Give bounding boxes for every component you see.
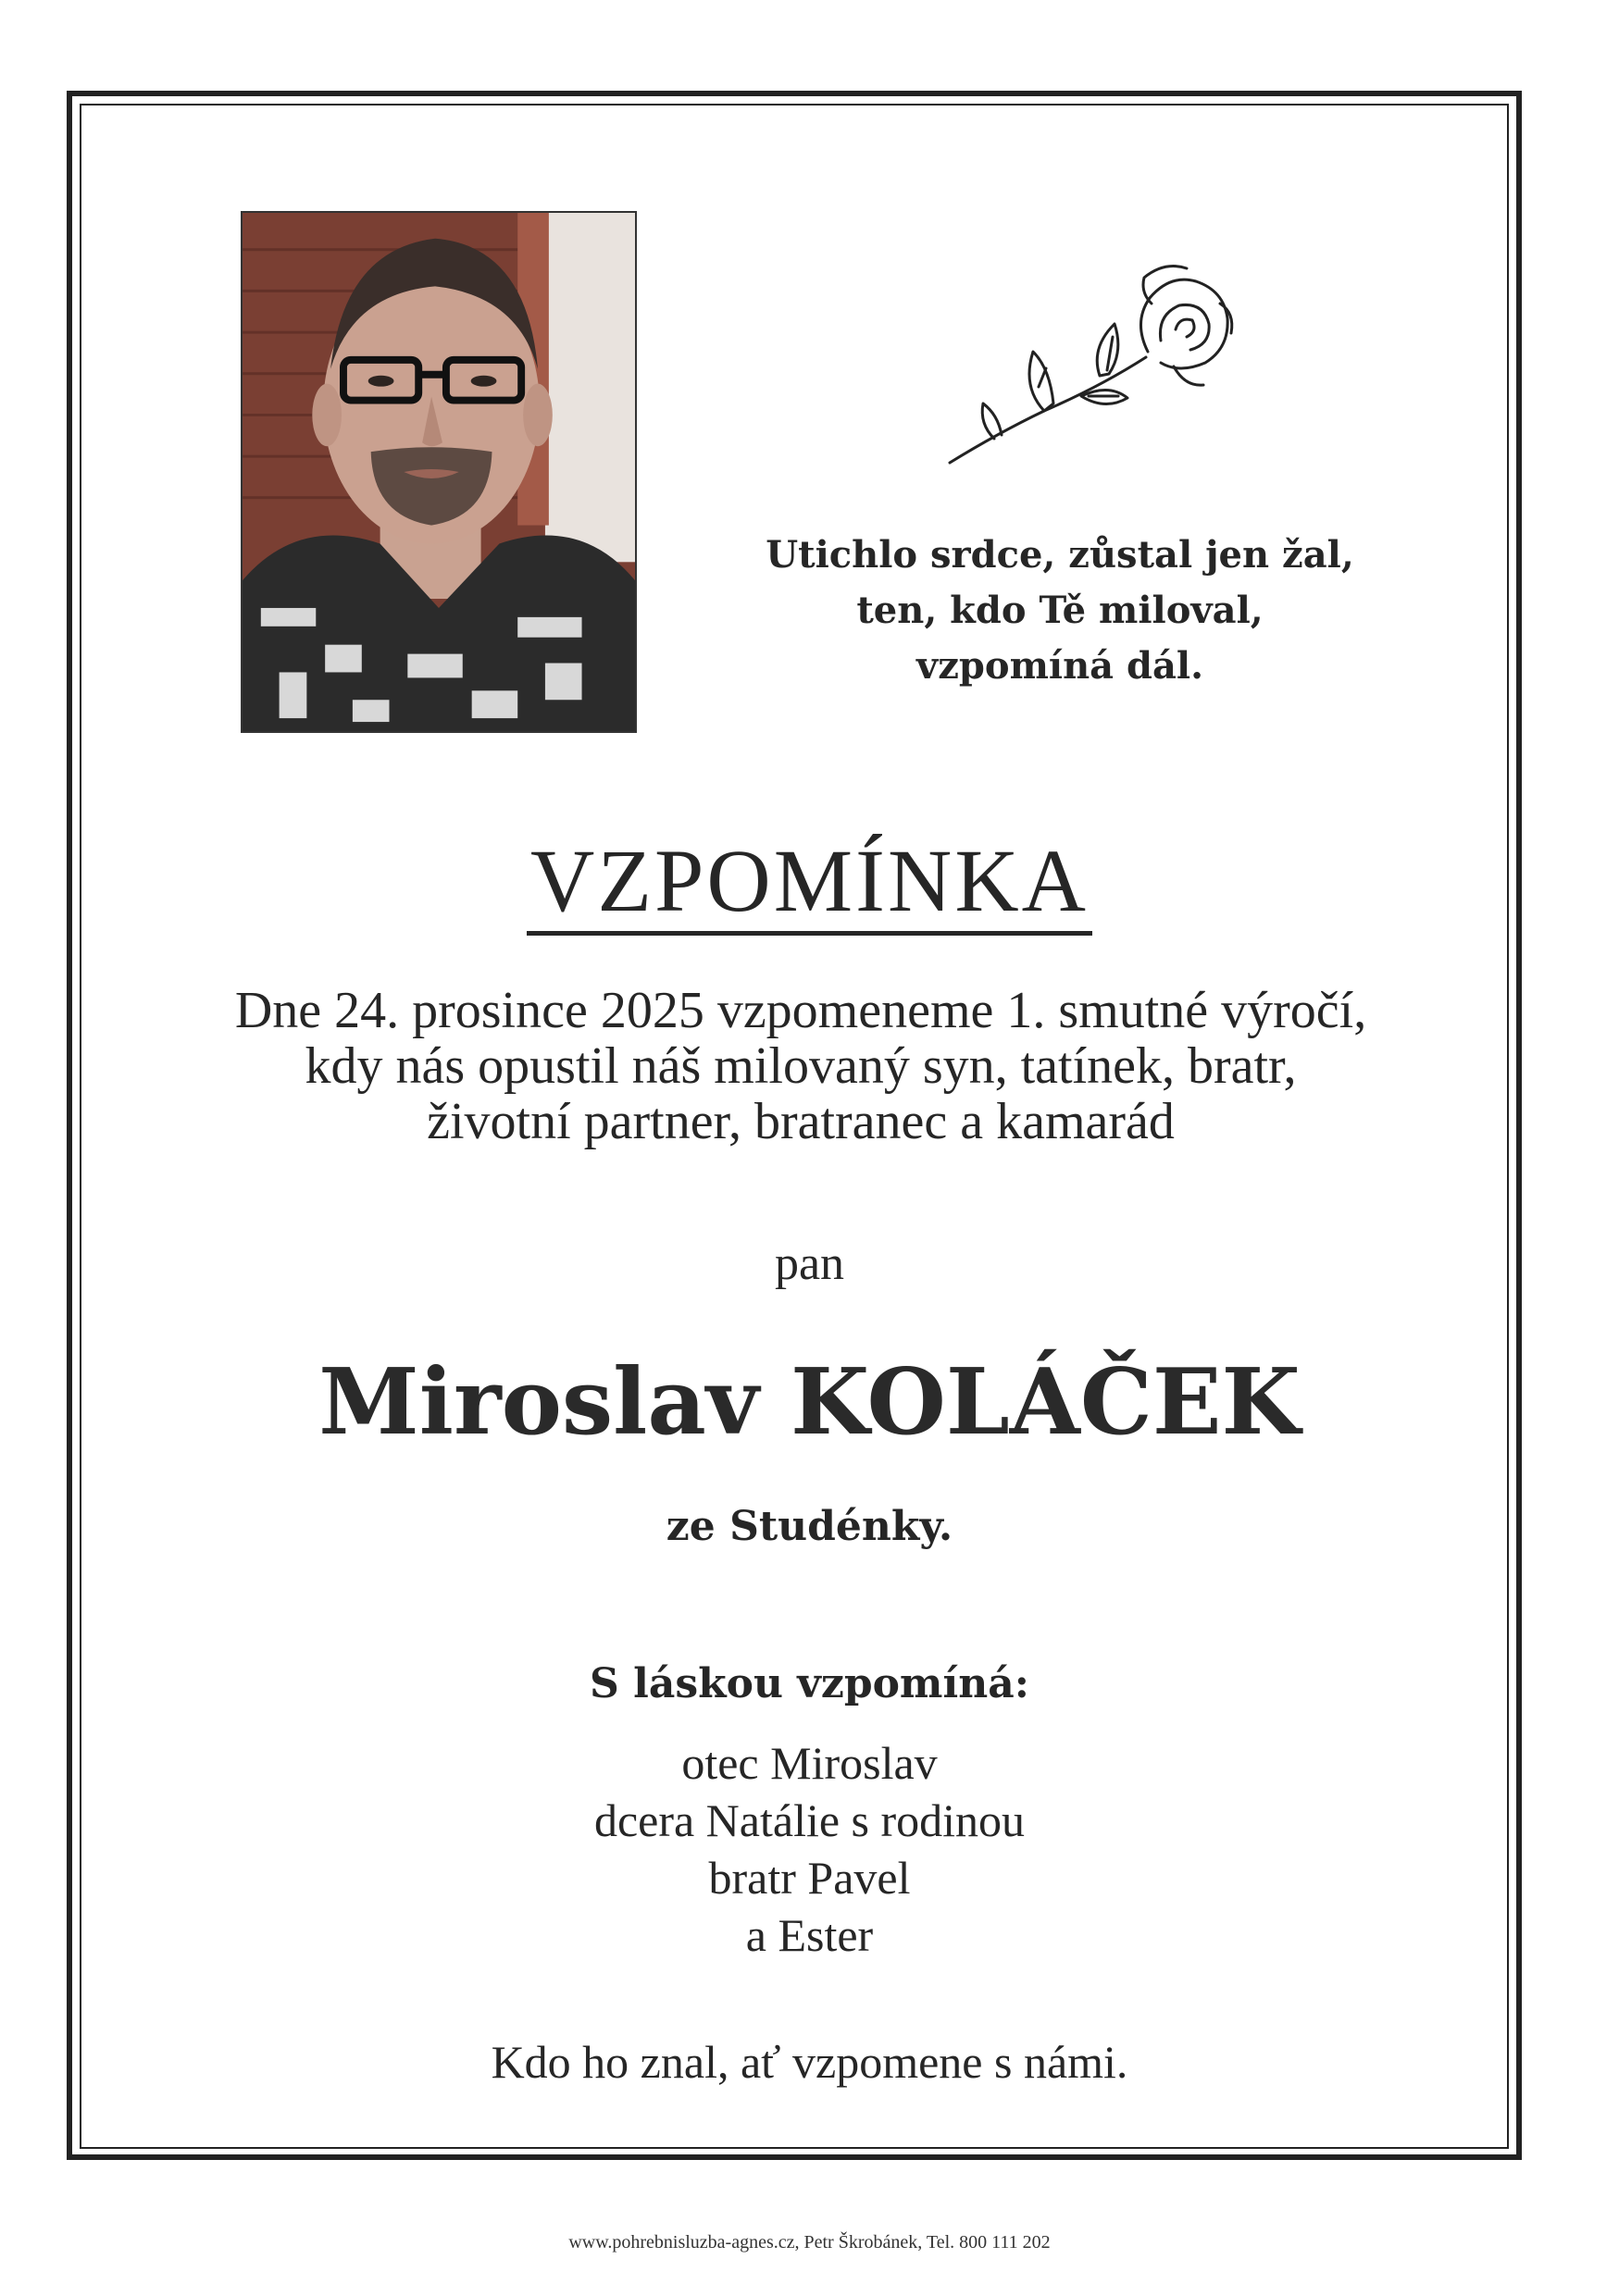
intro-line: životní partner, bratranec a kamarád bbox=[427, 1093, 1175, 1150]
memorial-verse bbox=[704, 527, 1416, 694]
mourner-item: bratr Pavel bbox=[708, 1852, 911, 1904]
salutation: pan bbox=[774, 1237, 845, 1290]
portrait-photo bbox=[241, 211, 637, 733]
verse-line: Utichlo srdce, zůstal jen žal, bbox=[766, 533, 1354, 577]
mourner-item: dcera Natálie s rodinou bbox=[593, 1794, 1026, 1846]
intro-line: kdy nás opustil náš milovaný syn, tatínek, bratr, bbox=[305, 1037, 1297, 1095]
verse-line: vzpomíná dál. bbox=[915, 644, 1204, 688]
deceased-name: Miroslav KOLÁČEK bbox=[318, 1349, 1301, 1456]
verse-line: ten, kdo Tě miloval, bbox=[856, 589, 1264, 632]
portrait-illustration bbox=[243, 213, 635, 731]
intro-line: Dne 24. prosince 2025 vzpomeneme 1. smutné výročí, bbox=[234, 982, 1367, 1039]
origin-town: ze Studénky. bbox=[666, 1503, 953, 1550]
announcement-text bbox=[93, 983, 1509, 1149]
mourners-list bbox=[0, 1734, 1619, 1964]
closing-line: Kdo ho znal, ať vzpomene s námi. bbox=[491, 2036, 1128, 2088]
mourner-item: otec Miroslav bbox=[681, 1737, 938, 1789]
rose-icon bbox=[942, 248, 1240, 474]
mourner-item: a Ester bbox=[745, 1909, 874, 1961]
heading-title: VZPOMÍNKA bbox=[527, 835, 1092, 936]
mourners-title: S láskou vzpomíná: bbox=[590, 1660, 1029, 1707]
heading bbox=[0, 831, 1619, 936]
funeral-service-footer: www.pohrebnisluzba-agnes.cz, Petr Škrobánek, Tel. 800 111 202 bbox=[568, 2232, 1051, 2253]
